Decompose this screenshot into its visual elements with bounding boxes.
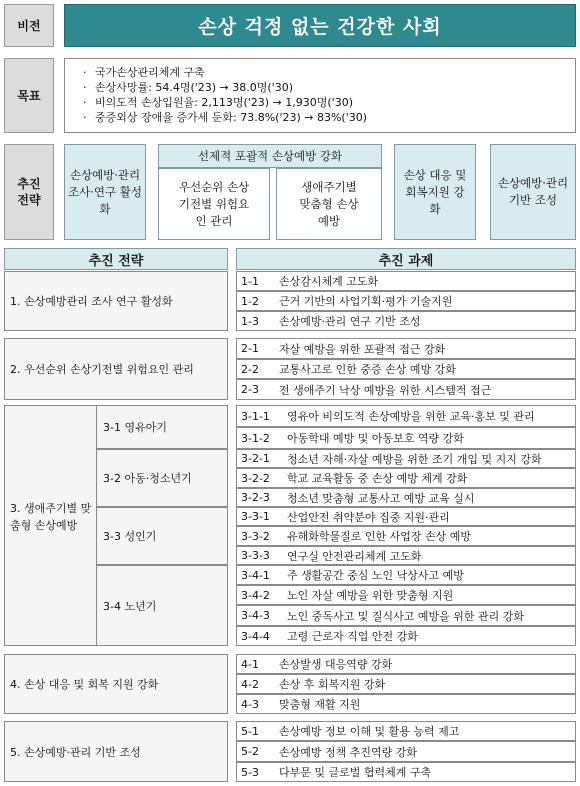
strategy-box-foundation: 손상예방·관리 기반 조성 xyxy=(490,144,576,240)
goal-item: · 손상사망률: 54.4명('23) → 38.0명('30) xyxy=(83,80,575,95)
task-row: 3-4-4 고령 근로자 직업 안전 강화 xyxy=(236,626,576,646)
task-row: 5-2 손상예방 정책 추진역량 강화 xyxy=(236,741,576,762)
strategy-box-research: 손상예방·관리 조사·연구 활성화 xyxy=(64,144,146,240)
task-row: 3-3-3 연구실 안전관리체계 고도화 xyxy=(236,546,576,565)
goal-box xyxy=(64,58,576,133)
task-row: 4-2 손상 후 회복지원 강화 xyxy=(236,674,576,694)
task-row: 3-1-2 아동학대 예방 및 아동보호 역량 강화 xyxy=(236,427,576,449)
task-row: 2-3 전 생애주기 낙상 예방을 위한 시스템적 접근 xyxy=(236,379,576,400)
task-row: 3-2-3 청소년 맞춤형 교통사고 예방 교육 실시 xyxy=(236,488,576,507)
table-header-task: 추진 과제 xyxy=(236,248,576,270)
task-row: 3-3-2 유해화학물질로 인한 사업장 손상 예방 xyxy=(236,526,576,546)
task-row: 5-1 손상예방 정보 이해 및 활용 능력 제고 xyxy=(236,721,576,741)
strategy-4-title: 4. 손상 대응 및 회복 지원 강화 xyxy=(10,678,159,691)
strategy-box-life-cycle: 생애주기별 맞춤형 손상예방 xyxy=(276,168,382,240)
task-row: 1-2 근거 기반의 사업기획·평가 기술지원 xyxy=(236,291,576,311)
task-row: 5-3 다부문 및 글로벌 협력체계 구축 xyxy=(236,762,576,782)
strategy-5-title: 5. 손상예방·관리 기반 조성 xyxy=(10,745,141,759)
goal-item: · 비의도적 손상입원율: 2,113명('23) → 1,930명('30) xyxy=(83,95,575,110)
task-row: 3-4-2 노인 자살 예방을 위한 맞춤형 지원 xyxy=(236,585,576,605)
strategy-2-title: 2. 우선순위 손상기전별 위험요인 관리 xyxy=(10,363,194,376)
task-row: 3-2-1 청소년 자해·자살 예방을 위한 조기 개입 및 지지 강화 xyxy=(236,449,576,468)
vision-banner: 손상 걱정 없는 건강한 사회 xyxy=(64,4,576,47)
task-row: 3-3-1 산업안전 취약분야 집중 지원·관리 xyxy=(236,507,576,526)
strategy-1-title: 1. 손상예방관리 조사 연구 활성화 xyxy=(10,295,173,308)
strategy-box-risk-factors: 우선순위 손상기전별 위험요인 관리 xyxy=(158,168,270,240)
task-row: 1-3 손상예방·관리 연구 기반 조성 xyxy=(236,311,576,331)
vision-label: 비전 xyxy=(4,4,54,47)
task-row: 3-4-1 주 생활공간 중심 노인 낙상사고 예방 xyxy=(236,565,576,585)
goal-item: · 중증외상 장애율 증가세 둔화: 73.8%('23) → 83%('30) xyxy=(83,110,575,125)
task-row: 3-1-1 영유아 비의도적 손상예방을 위한 교육·홍보 및 관리 xyxy=(236,405,576,427)
stage-infant: 3-1 영유아기 xyxy=(96,405,228,449)
goal-item: · 국가손상관리체계 구축 xyxy=(83,65,575,80)
goal-label: 목표 xyxy=(4,58,54,133)
task-row: 4-1 손상발생 대응역량 강화 xyxy=(236,654,576,674)
stage-elderly: 3-4 노년기 xyxy=(96,565,228,646)
task-row: 1-1 손상감시체계 고도화 xyxy=(236,271,576,291)
strategy-group-title: 선제적 포괄적 손상예방 강화 xyxy=(158,144,382,168)
task-row: 2-2 교통사고로 인한 중증 손상 예방 강화 xyxy=(236,359,576,379)
task-row: 3-4-3 노인 중독사고 및 질식사고 예방을 위한 관리 강화 xyxy=(236,605,576,626)
direction-label: 추진 전략 xyxy=(4,144,54,240)
strategy-box-response: 손상 대응 및 회복지원 강화 xyxy=(394,144,476,240)
table-header-strategy: 추진 전략 xyxy=(4,248,228,270)
stage-adult: 3-3 성인기 xyxy=(96,507,228,565)
task-row: 4-3 맞춤형 재활 지원 xyxy=(236,694,576,714)
task-row: 3-2-2 학교 교육활동 중 손상 예방 체계 강화 xyxy=(236,468,576,488)
strategy-3-title: 3. 생애주기별 맞춤형 손상예방 xyxy=(10,502,92,532)
stage-youth: 3-2 아동·청소년기 xyxy=(96,449,228,507)
task-row: 2-1 자살 예방을 위한 포괄적 접근 강화 xyxy=(236,338,576,359)
